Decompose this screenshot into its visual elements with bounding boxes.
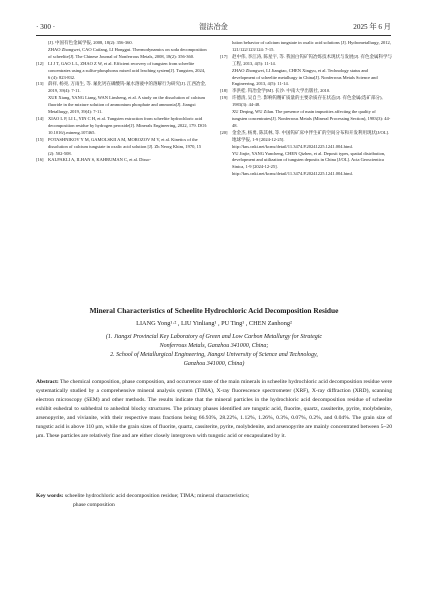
affiliation-2-line-1: 2. School of Metallurgical Engineering, Jiangxi University of Science and Technology, [110,352,318,358]
journal-name: 湿法冶金 [199,23,228,31]
english-title-block [36,305,392,369]
page-header [36,21,391,33]
reference-number: [13] [36,81,44,87]
reference-number: [20] [220,129,228,135]
references-section [36,40,392,300]
keywords-text: scheelite hydrochloric acid decomposition residue; TIMA; mineral characteristics; [63,493,250,499]
reference-entry [36,116,208,137]
abstract [36,378,392,441]
reference-entry [36,95,208,116]
abstract-label: Abstract: [36,379,59,385]
reference-entry [220,95,392,109]
reference-text: lution behavior of calcium tungstate in oxalic acid solutions [J]. Hydrometallurgy, 2012, 121/122/123/124: 7-15. [232,40,391,52]
reference-text: 李洪桂. 钨冶金学[M]. 长沙: 中南大学出版社, 2010. [232,88,331,94]
reference-text: YU Jinjie, YANG Yuncheng, CHEN Qizhen, et al. Deposit types, spatial distribution, development and utilization of tungsten deposits in China [J/OL]. Acta Geoscientica Sinica, 1-9 [2024-12-25]. http://kns.cnki.net/kcms/detail/11.3474.P.20241225.1241.004.html. [232,150,386,177]
references-left-column [36,40,208,164]
reference-number: [18] [220,88,228,94]
reference-entry [220,130,392,151]
keywords-line [36,492,392,501]
abstract-text: The chemical composition, phase composition, and occurrence state of the main minerals in scheelite hydrochloric acid decomposition residue were systematically studied by a comprehensive mineral analysis system (TIMA), X-ray fluorescence spectrometer (XRF), X-ray diffraction (XRD), scanning electron microscopy (SEM) and other methods. The results indicate that the mineral particles in the hydrochloric acid decomposition residue of scheelite exhibit euhedral to subhedral to anhedral blocky structures. The primary phases identified are tungstic acid, fluorite, quartz, cassiterite, pyrite, molybdenite, arsenopyrite, and vivianite, with their respective mass fractions being 66.93%, 28.22%, 1.12%, 1.26%, 0.3%, 0.07%, 0.2%, and 0.04%. The grain size of tungstic acid is above 110 μm, while the grain sizes of fluorite, quartz, cassiterite, pyrite, molybdenite, and arsenopyrite are mainly concentrated between 5~20 μm. These particles are relatively fine and are either closely intergrown with tungstic acid or encapsulated by it. [36,379,392,439]
header-rule [36,35,391,36]
references-right-column [220,40,392,178]
reference-text: ZHAO Zhongwei, LI Jiangtao, CHEN Xingyu, et al. Technology status and development of scheelite metallurgy in China[J]. Nonferrous Metals Science and Engineering, 2013, 4(5): 11-14. [232,67,378,87]
reference-text: 赵中伟, 李江涛, 陈星宇, 等. 我国白钨矿钨冶炼技术现状与发展[J]. 有色金属科学与工程, 2013, 4(5): 11-14. [232,53,392,66]
reference-number: [14] [36,115,44,121]
reference-entry [36,47,208,61]
keywords-label: Key words: [36,493,64,499]
reference-text: XUE Xiang, YANG Liang, WAN Linsheng, et al. A study on the dissolution of calcium fluoride in the mixture solution of ammonium phosphate and ammonia[J]. Jiangxi Metallurgy, 2019, 39(4): 7-11. [48,95,205,115]
reference-text: [J]. 中国有色金属学报, 2008, 18(2): 356-360. [48,40,133,45]
reference-text: KALPAKLI A, ILHAN S, KAHRUMAN C, et al. Disso- [48,157,151,163]
reference-number: [19] [220,95,228,101]
reference-entry [220,68,392,89]
reference-entry [220,109,392,130]
reference-text: POTASHNIKOV Y M, GAMOLSKII A M, MOROZOV M V, et al. Kinetics of the dissolution of calcium tungstate in oxalic acid solution [J]. Zh Neorg Khim, 1970, 15 (2): 502-508. [48,136,202,156]
reference-entry [36,61,208,82]
page-number: · 300 · [36,23,56,31]
affiliation-1-line-1: (1. Jiangxi Provincial Key Laboratory of Green and Low Carbon Metallurgy for Strategic [105,334,323,340]
reference-number: [12] [36,60,44,66]
reference-number: [15] [36,136,44,142]
reference-entry [220,40,392,54]
reference-text: 金金杰, 杨勇, 陈其林, 等. 中国钨矿床中伴生矿的空间分布和开发利用现状[J/OL]. 地球学报, 1-9 [2024-12-25]. http://kns.cnki.net/kcms/detail/11.3474.P.20241225.1241.004.html. [232,129,390,149]
paper-authors: LIANG Yong¹·² , LIU Yinliang¹ , PU Ting¹ , CHEN Zanhong² [136,320,292,327]
affiliation-1-line-2: Nonferrous Metals, Ganzhou 341000, China; [159,343,269,349]
reference-entry [36,40,208,47]
affiliation-2-line-2: Ganzhou 341000, China) [183,361,245,367]
reference-text: LI J T, GAO L L, ZHAO Z W, et al. Efficient recovery of tungsten from scheelite concentrates using a sulfur-phosphorus mixed acid leaching system[J]. Tungsten, 2024, 6 (4): 823-832. [48,60,206,80]
keywords [36,492,392,510]
reference-number: [17] [220,53,228,59]
keywords-continuation: phase composition [73,502,115,508]
reference-text: ZHAO Zhongwei, CAO Caifang, LI Honggui. Thermodynamics on soda decomposition of scheelite[J]. The Chinese Journal of Nonferrous Metals, 2008, 18(2): 356-360. [48,46,207,59]
reference-text: XIAO L P, LI L, YIN C H, et al. Tungsten extraction from scheelite hydrochloric acid decomposition residue by hydrogen peroxide[J]. Minerals Engineering, 2022, 179. DOI: 10.1016/j.mineng.107465. [48,115,208,135]
issue-date: 2025 年 6 月 [353,23,391,31]
reference-entry [36,81,208,95]
reference-entry [220,151,392,179]
reference-text: 许德清, 吴自兰. 影响钨精矿质量的主要杂质存在状态[J]. 有色金属(选矿部分), 1983(3): 44-48. [232,95,383,108]
reference-entry [36,157,208,164]
reference-number: [16] [36,157,44,163]
reference-text: 薛祥, 杨亮, 万雨生, 等. 氟化钙在磷酸钨-氟水溶液中的溶解行为研究[J]. 江西冶金, 2019, 39(4): 7-11. [48,81,207,94]
reference-entry [220,54,392,68]
paper-title: Mineral Characteristics of Scheelite Hydrochloric Acid Decomposition Residue [89,306,339,315]
reference-entry [36,137,208,158]
reference-text: XU Deqing, WU Zilan. The presence of main impurities affecting the quality of tungsten concentrates[J]. Nonferrous Metals (Mineral Processing Section), 1983(3): 44-48. [232,109,391,128]
